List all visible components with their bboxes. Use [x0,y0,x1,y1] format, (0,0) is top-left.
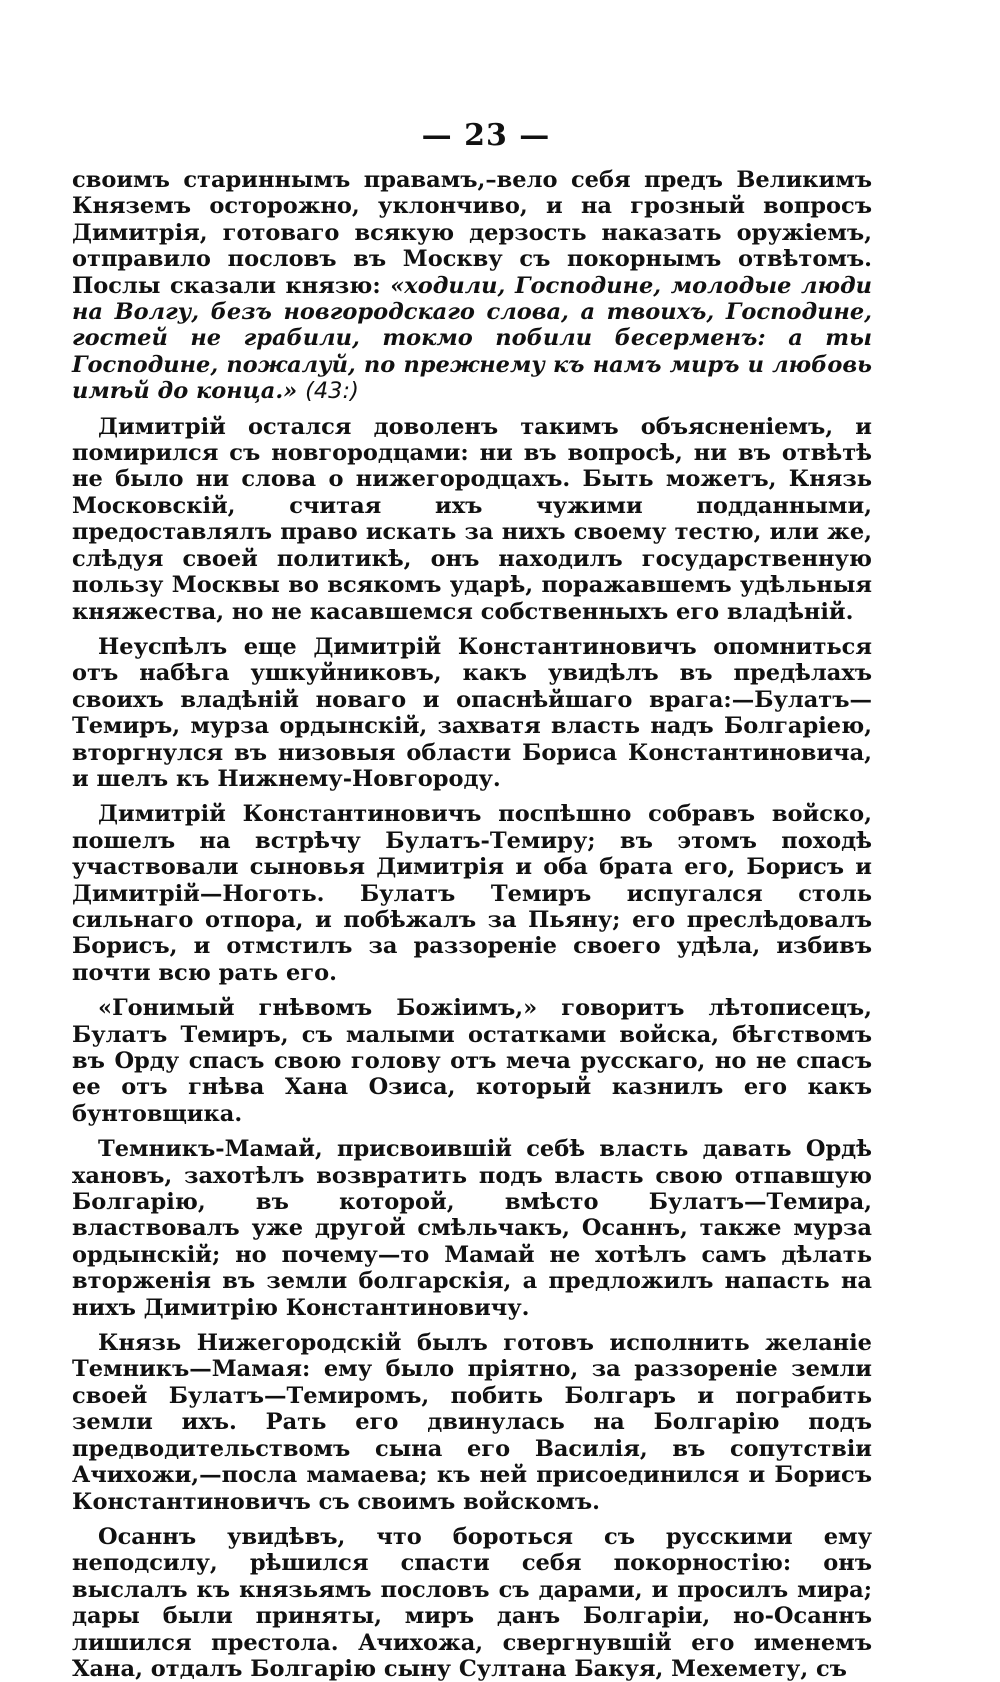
paragraph-8 [72,1524,872,1682]
paragraph-1-text: своимъ стариннымъ правамъ,–вело себя предъ Великимъ Княземъ осторожно, уклончиво, и на грозный вопросъ Димитрія, готоваго всякую дерзость наказать оружіемъ, отправило пословъ въ Москву съ покорнымъ отвѣтомъ. Послы сказали князю: [72,167,872,299]
page-number: — 23 — [421,118,551,153]
paragraph-4-text: Димитрій Константиновичъ поспѣшно собравъ войско, пошелъ на встрѣчу Булатъ-Темиру; въ этомъ походѣ участвовали сыновья Димитрія и оба брата его, Борисъ и Димитрій—Ноготь. Булатъ Темиръ испугался столь сильнаго отпора, и побѣжалъ за Пьяну; его преслѣдовалъ Борисъ, и отмстилъ за раззореніе своего удѣла, избивъ почти всю рать его. [72,801,872,986]
paragraph-7-text: Князь Нижегородскій былъ готовъ исполнить желаніе Темникъ—Мамая: ему было пріятно, за раззореніе земли своей Булатъ—Темиромъ, побить Болгаръ и пограбить земли ихъ. Рать его двинулась на Болгарію подъ предводительствомъ сына его Василія, въ сопутствіи Ачихожи,—посла мамаева; къ ней присоединился и Борисъ Константиновичъ съ своимъ войскомъ. [72,1330,872,1515]
paragraph-4 [72,801,872,986]
paragraph-3-text: Неуспѣлъ еще Димитрій Константиновичъ опомниться отъ набѣга ушкуйниковъ, какъ увидѣлъ въ предѣлахъ своихъ владѣній новаго и опаснѣйшаго врага:—Булатъ—Темиръ, мурза ордынскій, захватя власть надъ Болгаріею, вторгнулся въ низовыя области Бориса Константиновича, и шелъ къ Нижнему-Новгороду. [72,633,872,792]
paragraph-8-text: Осаннъ увидѣвъ, что бороться съ русскими ему неподсилу, рѣшился спасти себя покорностію: онъ выслалъ къ князьямъ пословъ съ дарами, и просилъ мира; дары были приняты, миръ данъ Болгаріи, но-Осаннъ лишился престола. Ачихожа, свергнувшій его именемъ Хана, отдалъ Болгарію сыну Султана Бакуя, Мехемету, съ [72,1523,872,1682]
paragraph-2-text: Димитрій остался доволенъ такимъ объясненіемъ, и помирился съ новгородцами: ни въ вопросѣ, ни въ отвѣтѣ не было ни слова о нижегородцахъ. Быть можетъ, Князь Московскій, считая ихъ чужими подданными, предоставлялъ право искать за нихъ своему тестю, или же, слѣдуя своей политикѣ, онъ находилъ государственную пользу Москвы во всякомъ ударѣ, поражавшемъ удѣльныя княжества, но не касавшемся собственныхъ его владѣній. [72,413,872,625]
paragraph-7 [72,1330,872,1515]
paragraph-1 [72,167,872,405]
paragraph-6 [72,1136,872,1321]
paragraph-6-text: Темникъ-Мамай, присвоившій себѣ власть давать Ордѣ хановъ, захотѣлъ возвратить подъ власть свою отпавшую Болгарію, въ которой, вмѣсто Булатъ—Темира, властвовалъ уже другой смѣльчакъ, Осаннъ, также мурза ордынскій; но почему—то Мамай не хотѣлъ самъ дѣлать вторженія въ земли болгарскія, а предложилъ напасть на нихъ Димитрію Константиновичу. [72,1136,872,1321]
paragraph-5-text: «Гонимый гнѣвомъ Божіимъ,» говоритъ лѣтописецъ, Булатъ Темиръ, съ малыми остатками войска, бѣгствомъ въ Орду спасъ свою голову отъ меча русскаго, но не спасъ ее отъ гнѣва Хана Озиса, который казнилъ его какъ бунтовщика. [72,995,872,1127]
paragraph-3 [72,634,872,792]
paragraph-5 [72,995,872,1127]
paragraph-2 [72,414,872,625]
envoy-quote: «ходили, Господине, молодые люди на Волгу, безъ новгородскаго слова, а твоихъ, Господине, гостей не грабили, токмо побили бесерменъ: а ты Господине, пожалуй, по прежнему къ намъ миръ и любовь имѣй до конца.» [72,272,873,405]
footnote-reference: (43:) [305,378,359,405]
